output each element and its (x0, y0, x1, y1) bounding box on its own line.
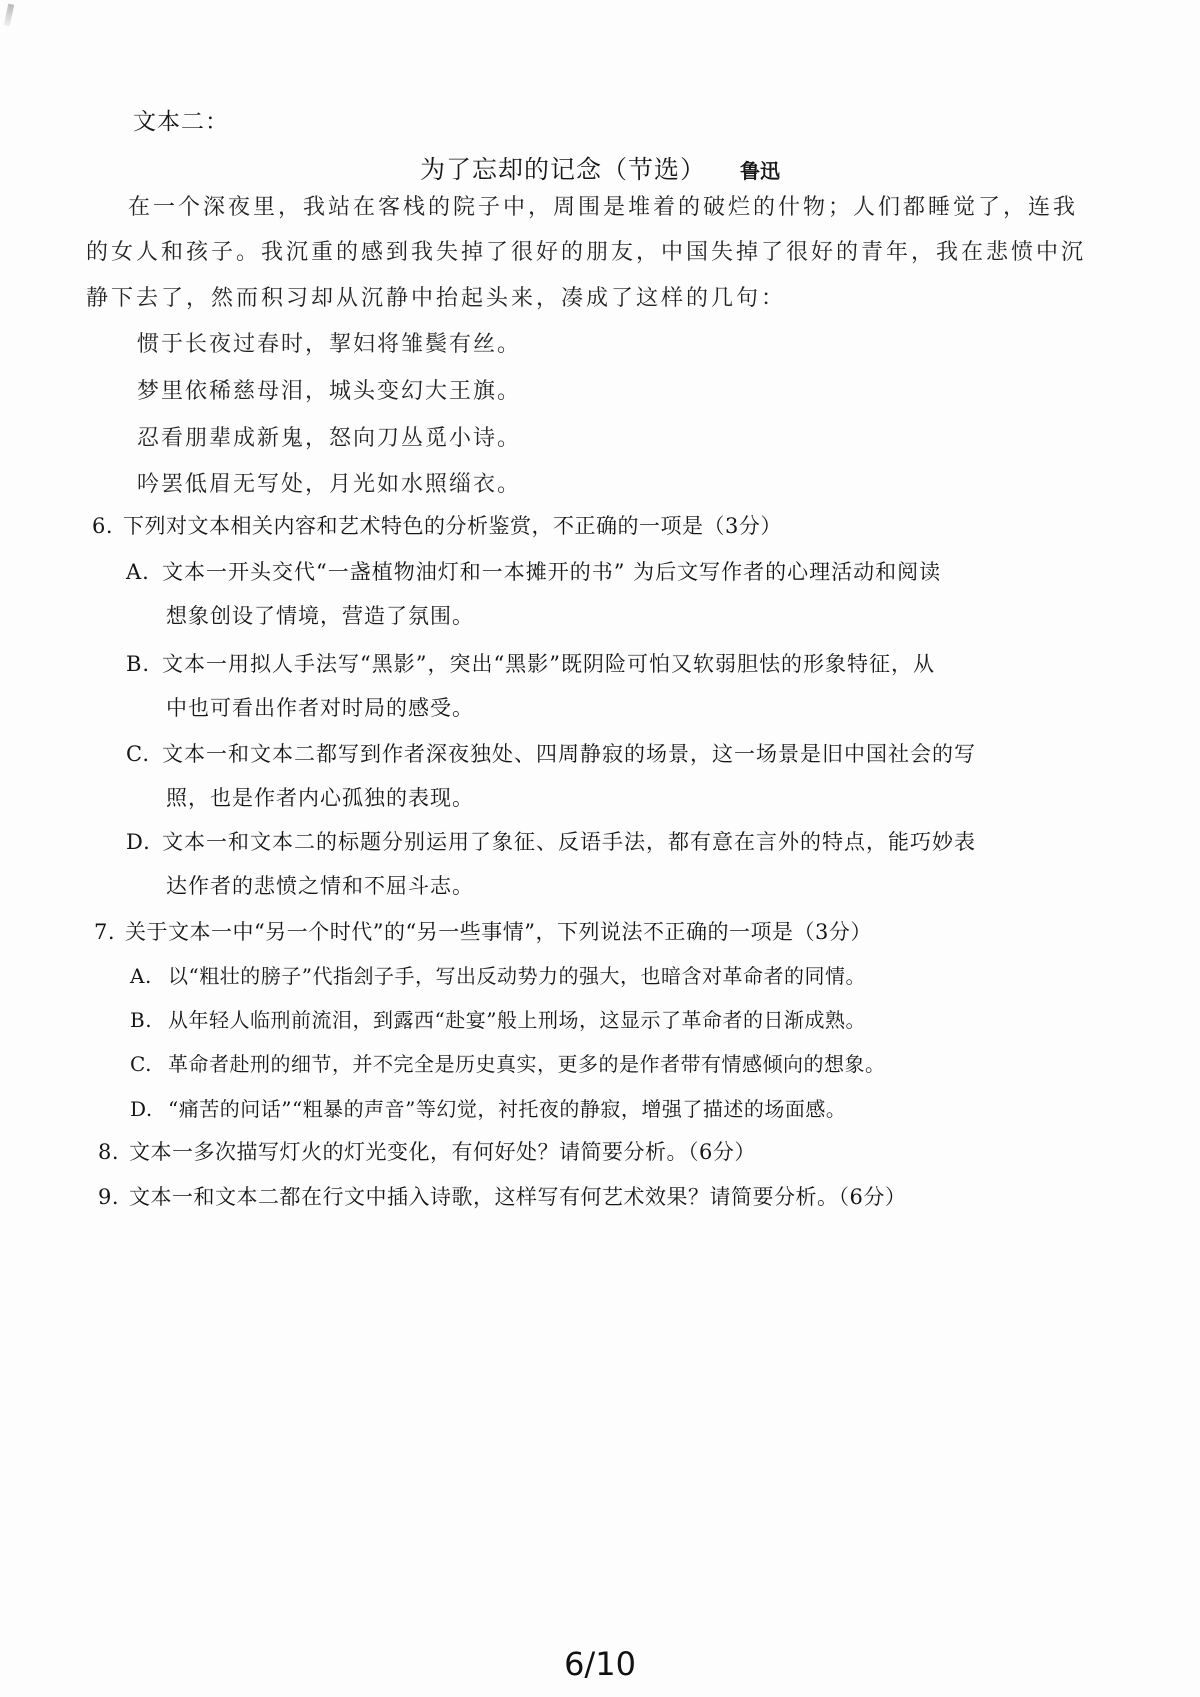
scan-mark (4, 4, 14, 27)
option-key: C. (130, 1052, 152, 1076)
section-label: 文本二： (133, 109, 229, 135)
option-key: B. (126, 652, 151, 676)
option-key: D. (130, 1097, 153, 1121)
option-text: 文本一和文本二的标题分别运用了象征、反语手法，都有意在言外的特点，能巧妙表 (162, 830, 976, 854)
poem-line: 惯于长夜过春时，挈妇将雏鬓有丝。 (137, 332, 522, 357)
option-text: 从年轻人临刑前流泪，到露西“赴宴”般上刑场，这显示了革命者的日渐成熟。 (168, 1008, 866, 1032)
option-text: “痛苦的问话”“粗暴的声音”等幻觉，衬托夜的静寂，增强了描述的场面感。 (168, 1097, 847, 1121)
question-9 (98, 1181, 906, 1211)
option-text: 以“粗壮的膀子”代指刽子手，写出反动势力的强大，也暗含对革命者的同情。 (168, 964, 866, 988)
option-key: A. (130, 964, 152, 988)
question-text: 关于文本一中“另一个时代”的“另一些事情”，下列说法不正确的一项是（3分） (125, 920, 872, 944)
q6-option-a (126, 556, 941, 586)
q6-option-c (126, 738, 976, 768)
article-heading (0, 150, 1200, 186)
poem-line: 梦里依稀慈母泪，城头变幻大王旗。 (137, 379, 522, 404)
question-7-stem (94, 916, 872, 946)
question-number: 6. (92, 514, 114, 538)
passage-line: 的女人和孩子。我沉重的感到我失掉了很好的朋友，中国失掉了很好的青年，我在悲愤中沉 (86, 240, 1087, 265)
q6-option-d (126, 826, 976, 856)
option-key: A. (126, 560, 150, 584)
option-text: 文本一和文本二都写到作者深夜独处、四周静寂的场景，这一场景是旧中国社会的写 (162, 742, 976, 766)
q6-option-c-cont: 照，也是作者内心孤独的表现。 (166, 786, 474, 810)
passage-line: 静下去了，然而积习却从沉静中抬起头来，凑成了这样的几句： (86, 286, 787, 311)
q7-option-b (130, 1004, 866, 1033)
poem-line: 吟罢低眉无写处，月光如水照缁衣。 (137, 472, 522, 497)
q6-option-d-cont: 达作者的悲愤之情和不屈斗志。 (166, 874, 474, 898)
q7-option-c (130, 1048, 886, 1077)
option-text: 文本一开头交代“一盏植物油灯和一本摊开的书” 为后文写作者的心理活动和阅读 (162, 560, 942, 584)
option-key: D. (126, 830, 151, 854)
poem-line: 忍看朋辈成新鬼，怒向刀丛觅小诗。 (137, 426, 522, 451)
option-text: 文本一用拟人手法写“黑影”，突出“黑影”既阴险可怕又软弱胆怯的形象特征，从 (162, 652, 935, 676)
article-author: 鲁迅 (739, 159, 780, 183)
question-number: 9. (98, 1185, 120, 1209)
question-number: 8. (98, 1140, 120, 1164)
question-text: 下列对文本相关内容和艺术特色的分析鉴赏，不正确的一项是（3分） (123, 514, 782, 538)
article-title: 为了忘却的记念（节选） (420, 155, 707, 184)
passage-line: 在一个深夜里，我站在客栈的院子中，周围是堆着的破烂的什物；人们都睡觉了，连我 (128, 195, 1079, 220)
option-key: B. (130, 1008, 153, 1032)
question-6-stem (92, 510, 782, 540)
q6-option-b (126, 648, 935, 678)
page-number: 6/10 (564, 1645, 636, 1683)
q7-option-a (130, 960, 866, 989)
question-number: 7. (94, 920, 116, 944)
question-8 (98, 1136, 756, 1166)
question-text: 文本一和文本二都在行文中插入诗歌，这样写有何艺术效果？请简要分析。（6分） (129, 1185, 907, 1209)
option-text: 革命者赴刑的细节，并不完全是历史真实，更多的是作者带有情感倾向的想象。 (168, 1052, 886, 1076)
option-key: C. (126, 742, 150, 766)
q6-option-a-cont: 想象创设了情境，营造了氛围。 (166, 604, 474, 628)
question-text: 文本一多次描写灯火的灯光变化，有何好处？请简要分析。（6分） (129, 1140, 756, 1164)
q6-option-b-cont: 中也可看出作者对时局的感受。 (166, 696, 474, 720)
q7-option-d (130, 1093, 846, 1122)
